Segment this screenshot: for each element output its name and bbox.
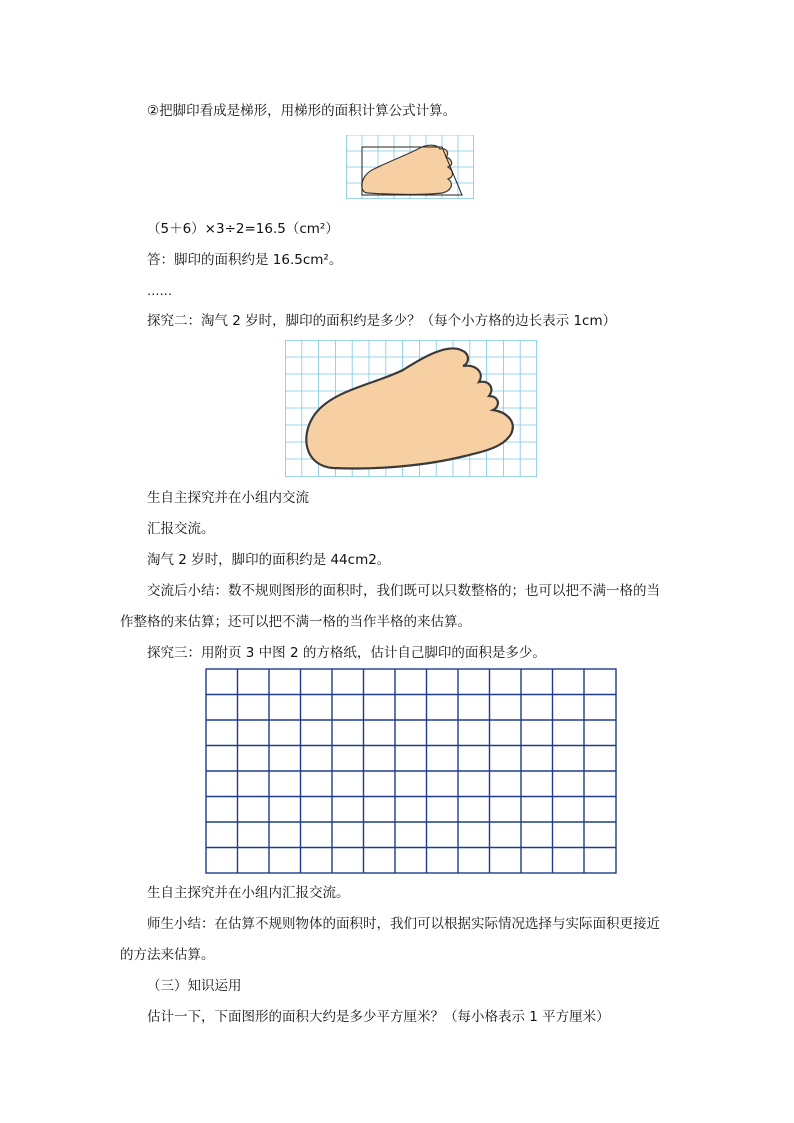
- text-line-8: 淘气 2 岁时，脚印的面积约是 44cm2。: [147, 552, 391, 568]
- text-line-4: ……: [147, 283, 172, 298]
- text-line-5: 探究二：淘气 2 岁时，脚印的面积约是多少？（每个小方格的边长表示 1cm）: [147, 313, 617, 329]
- text-line-6: 生自主探究并在小组内交流: [147, 490, 309, 506]
- blank-grid-paper: [205, 668, 617, 874]
- text-line-7: 汇报交流。: [147, 521, 215, 537]
- text-line-1: ②把脚印看成是梯形，用梯形的面积计算公式计算。: [147, 103, 457, 119]
- text-line-12: 生自主探究并在小组内汇报交流。: [147, 885, 350, 901]
- text-line-14: 的方法来估算。: [120, 947, 215, 963]
- big-foot-grid-figure: [285, 340, 537, 477]
- big-foot-shape: [306, 348, 513, 468]
- text-line-9: 交流后小结：数不规则图形的面积时，我们既可以只数整格的；也可以把不满一格的当: [147, 583, 660, 599]
- text-line-2: （5＋6）×3÷2=16.5（cm²）: [147, 221, 339, 237]
- text-line-10: 作整格的来估算；还可以把不满一格的当作半格的来估算。: [120, 614, 471, 630]
- foot-trapezoid-figure: [346, 135, 474, 199]
- text-line-13: 师生小结：在估算不规则物体的面积时，我们可以根据实际情况选择与实际面积更接近: [147, 916, 660, 932]
- text-line-16: 估计一下，下面图形的面积大约是多少平方厘米？（每小格表示 1 平方厘米）: [147, 1009, 610, 1025]
- grid-dark: [206, 669, 616, 873]
- section-heading-knowledge-application: （三）知识运用: [147, 978, 242, 994]
- text-line-11: 探究三：用附页 3 中图 2 的方格纸，估计自己脚印的面积是多少。: [147, 645, 546, 661]
- small-foot-shape: [362, 145, 453, 194]
- text-line-3: 答：脚印的面积约是 16.5cm²。: [147, 252, 343, 268]
